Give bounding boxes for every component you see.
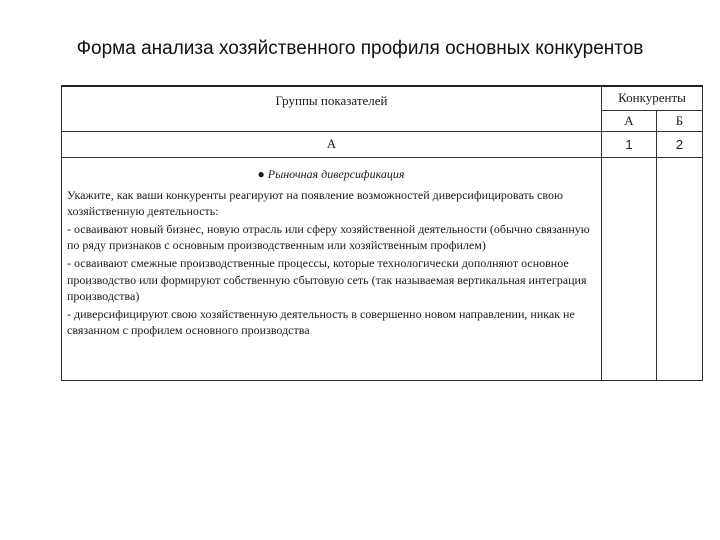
diversification-section [62, 157, 602, 380]
competitor-a-header: А [602, 110, 657, 131]
header-competitors: Конкуренты [602, 86, 703, 110]
header-indicator-groups: Группы показателей [62, 86, 602, 131]
list-item: - диверсифицируют свою хозяйственную деятельность в совершенно новом направлении, никак не связанном с профилем основного производства [67, 307, 575, 338]
competitor-b-answer-cell[interactable] [657, 157, 703, 380]
competitor-profile-table [61, 85, 703, 381]
page-title: Форма анализа хозяйственного профиля основных конкурентов [76, 38, 644, 59]
bullet-icon: ● [257, 166, 265, 181]
question-text: Укажите, как ваши конкуренты реагируют на появление возможностей диверсифицировать свою хозяйственную деятельность: [67, 187, 563, 218]
competitor-b-number: 2 [657, 131, 703, 157]
competitor-a-answer-cell[interactable] [602, 157, 657, 380]
competitor-b-header: Б [657, 110, 703, 131]
list-item: - осваивают новый бизнес, новую отрасль или сферу хозяйственной деятельности (обычно связанную по ряду признаков с основным производственным или хозяйственным профилем) [67, 222, 590, 253]
list-item: - осваивают смежные производственные процессы, которые технологически дополняют основное производство или формируют собственную сбытовую сеть (так называемая вертикальная интеграция производства) [67, 256, 587, 303]
section-heading: ● Рыночная диверсификация [257, 166, 405, 181]
competitor-a-number: 1 [602, 131, 657, 157]
groups-column-label: А [62, 131, 602, 157]
